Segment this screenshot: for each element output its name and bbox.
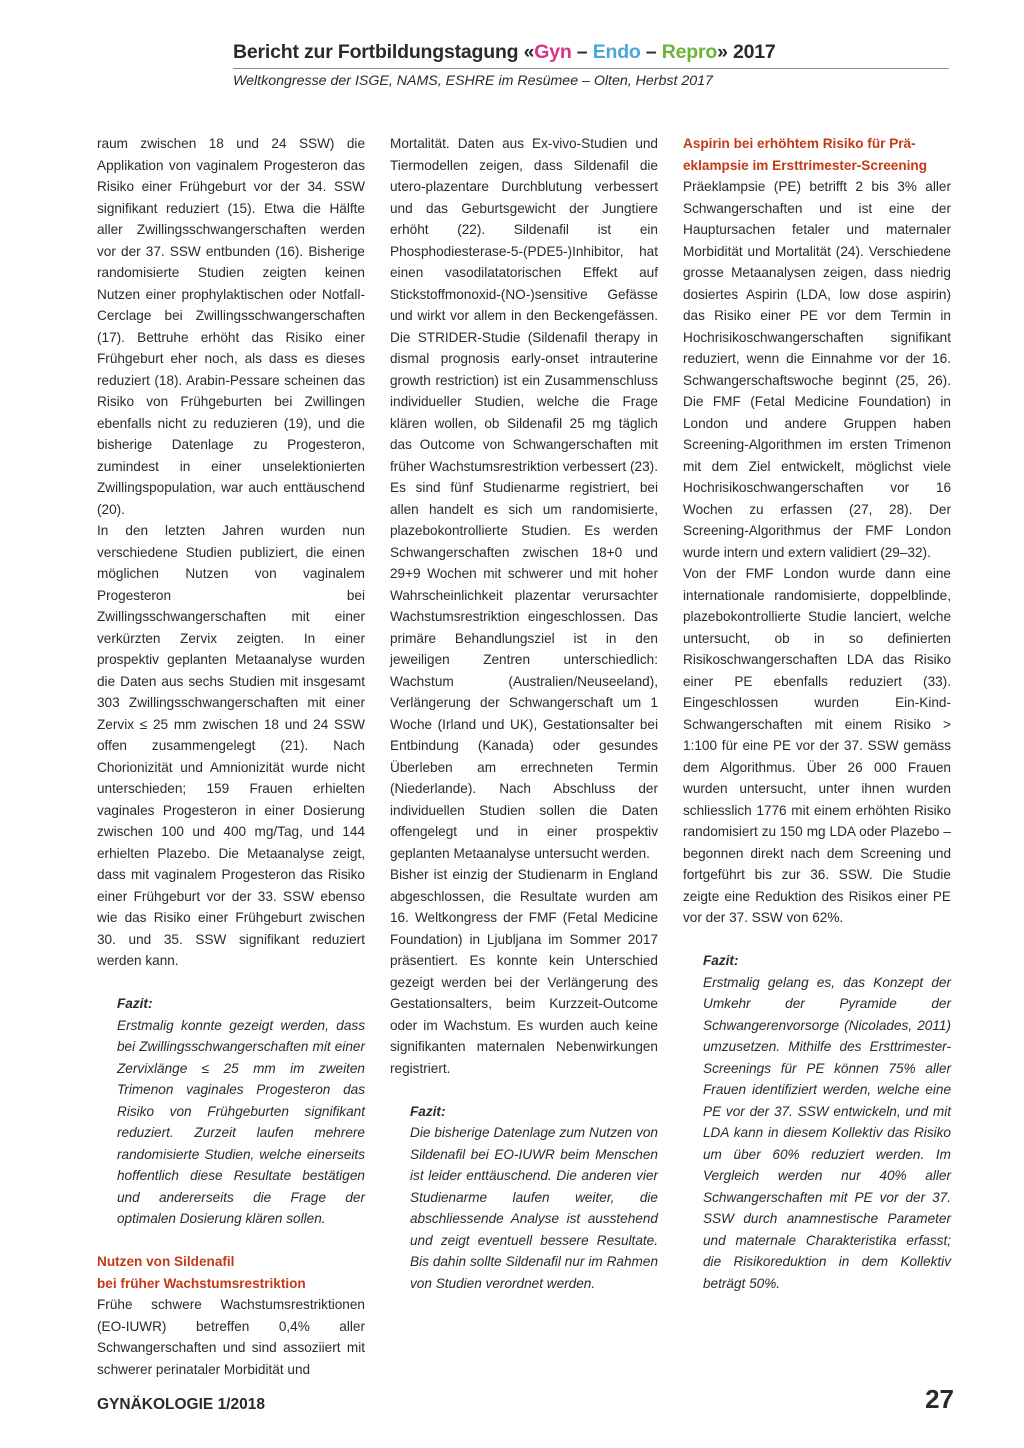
paragraph: Bisher ist einzig der Studienarm in England abgeschlossen, die Resultate wurden am 16. Weltkongress der FMF (Fetal Medicine Foundation) in Ljubljana im Sommer 2017 präsentiert. Es konnte kein Unterschied gezeigt werden bei der Verlängerung des Gestationsalters, beim Kurzzeit-Outcome oder im Wachstum. Es wurden auch keine signifikanten maternalen Nebenwirkungen registriert.	[390, 867, 658, 1076]
fazit-title: Fazit:	[410, 1103, 446, 1119]
fazit-box	[97, 993, 365, 1230]
header-rule	[233, 68, 949, 69]
paragraph: Von der FMF London wurde dann eine internationale randomisierte, doppelblinde, plazebokontrollierte Studie lanciert, welche untersucht, ob in so definierten Risikoschwangerschaften LDA das Risiko einer PE ebenfalls reduziert (33). Eingeschlossen wurden Ein-Kind-Schwangerschaften mit einem Risiko > 1:100 für eine PE vor der 37. SSW gemäss dem Algorithmus. Über 26 000 Frauen wurden untersucht, unter ihnen wurden schliesslich 1776 mit einem erhöhten Risiko randomisiert zu 150 mg LDA oder Plazebo – begonnen direkt nach dem Screening und fortgeführt bis zur 36. SSW. Die Studie zeigte eine Reduktion des Risikos einer PE vor der 37. SSW von 62%.	[683, 566, 951, 925]
running-header-subtitle: Weltkongresse der ISGE, NAMS, ESHRE im Resümee – Olten, Herbst 2017	[233, 73, 713, 89]
fazit-title: Fazit:	[117, 996, 153, 1011]
paragraph: In den letzten Jahren wurden nun verschiedene Studien publiziert, die einen möglichen Nutzen von vaginalem Progesteron bei Zwillingsschwangerschaften mit einer verkürzten Zervix zeigten. In einer prospektiv geplanten Metaanalyse wurden die Daten aus sechs Studien mit insgesamt 303 Zwillingsschwangerschaften mit einer Zervix ≤ 25 mm zwischen 18 und 24 SSW offen zusammengelegt (21). Nach Chorionizität und Amnionizität wurde nicht unterschieden; 159 Frauen erhielten vaginales Progesteron in einer Dosierung zwischen 100 und 400 mg/Tag, und 144 erhielten Plazebo. Die Metaanalyse zeigt, dass mit vaginalem Progesteron das Risiko einer Frühgeburt vor der 33. SSW ebenso wie das Risiko einer Frühgeburt zwischen 30. und 35. SSW signifikant reduziert werden kann.	[97, 523, 365, 968]
paragraph: raum zwischen 18 und 24 SSW) die Applikation von vaginalem Progesteron das Risiko einer Frühgeburt vor der 34. SSW signifikant reduziert (15). Etwa die Hälfte aller Zwillingsschwangerschaften werden vor der 37. SSW entbunden (16). Bisherige randomisierte Studien zeigten keinen Nutzen einer prophylaktischen oder Notfall-Cerclage bei Zwillingsschwangerschaften (17). Bettruhe erhöht das Risiko einer Frühgeburt eher noch, als dass es dieses reduziert (18). Arabin-Pessare scheinen das Risiko von Frühgeburten bei Zwillingen ebenfalls nicht zu reduzieren (19), und die bisherige Datenlage zu Progesteron, zumindest in einer unselektionierten Zwillingspopulation, war auch enttäuschend (20).	[97, 136, 365, 517]
section-heading: Nutzen von Sildenafil bei früher Wachstumsrestriktion	[97, 1254, 306, 1291]
fazit-title: Fazit:	[703, 953, 739, 968]
fazit-text: Die bisherige Datenlage zum Nutzen von Sildenafil bei EO-IUWR beim Menschen ist leider enttäuschend. Die anderen vier Studienarme laufen weiter, die abschliessende Analyse ist ausstehend und zeigt eventuell bessere Resultate. Bis dahin sollte Sildenafil nur im Rahmen von Studien verordnet werden.	[410, 1125, 658, 1291]
text-column-1	[97, 133, 365, 1380]
fazit-text: Erstmalig gelang es, das Konzept der Umkehr der Pyramide der Schwangerenvorsorge (Nicolades, 2011) umzusetzen. Mithilfe des Ersttrimester-Screenings für PE können 75% aller Frauen identifiziert werden, welche eine PE vor der 37. SSW entwickeln, und mit LDA kann in diesem Kollektiv das Risiko um über 60% reduziert werden. Im Vergleich werden nur 40% aller Schwangerschaften mit PE vor der 37. SSW durch anamnestische Parameter und maternale Charakteristika erfasst; die Risikoreduktion in dem Kollektiv beträgt 50%.	[703, 974, 951, 1291]
title-endo: Endo	[592, 41, 641, 63]
paragraph: Frühe schwere Wachstumsrestriktionen (EO-IUWR) betreffen 0,4% aller Schwangerschaften und sind assoziiert mit schwerer perinataler Morbidität und	[97, 1297, 365, 1377]
running-header-title: Bericht zur Fortbildungstagung «Gyn – Endo – Repro» 2017	[233, 41, 776, 63]
page-number: 27	[925, 1384, 954, 1414]
running-header	[233, 40, 949, 89]
title-repro: Repro	[661, 41, 718, 63]
text-column-2	[390, 133, 658, 1294]
fazit-box	[390, 1101, 658, 1295]
title-gyn: Gyn	[534, 41, 572, 63]
text-column-3	[683, 133, 951, 1294]
journal-footer: GYNÄKOLOGIE 1/2018	[97, 1396, 265, 1413]
section-heading: Aspirin bei erhöhtem Risiko für Prä- eklampsie im Ersttrimester-Screening	[683, 136, 928, 173]
paragraph: Präeklampsie (PE) betrifft 2 bis 3% aller Schwangerschaften und ist eine der Hauptursachen fetaler und maternaler Morbidität und Mortalität (24). Verschiedene grosse Metaanalysen zeigen, dass niedrig dosiertes Aspirin (LDA, low dose aspirin) das Risiko einer PE vor dem Termin in Hochrisikoschwangerschaften signifikant reduziert, wenn die Einnahme vor der 16. Schwangerschaftswoche beginnt (25, 26). Die FMF (Fetal Medicine Foundation) in London und andere Gruppen haben Screening-Algorithmen im ersten Trimenon mit dem Ziel entwickelt, möglichst viele Hochrisikoschwangerschaften vor 16 Wochen zu erfassen (27, 28). Der Screening-Algorithmus der FMF London wurde intern und extern validiert (29–32).	[683, 179, 951, 560]
fazit-box	[683, 950, 951, 1294]
fazit-text: Erstmalig konnte gezeigt werden, dass bei Zwillingsschwangerschaften mit einer Zervixlänge ≤ 25 mm im zweiten Trimenon vaginales Progesteron das Risiko von Frühgeburten signifikant reduziert. Zurzeit laufen mehrere randomisierte Studien, welche einerseits hoffentlich diese Resultate bestätigen und andererseits die Frage der optimalen Dosierung klären sollen.	[117, 1017, 365, 1226]
paragraph: Mortalität. Daten aus Ex-vivo-Studien und Tiermodellen zeigen, dass Sildenafil die utero-plazentare Durchblutung verbessert und das Geburtsgewicht der Jungtiere erhöht (22). Sildenafil ist ein Phosphodiesterase-5-(PDE5-)Inhibitor, hat einen vasodilatatorischen Effekt auf Stickstoffmonoxid-(NO-)sensitive Gefässe und wirkt vor allem in den Beckengefässen. Die STRIDER-Studie (Sildenafil therapy in dismal prognosis early-onset intrauterine growth restriction) ist ein Zusammenschluss individueller Studien, welche die Frage klären wollen, ob Sildenafil 25 mg täglich das Outcome von Schwangerschaften mit früher Wachstumsrestriktion verbessert (23). Es sind fünf Studienarme registriert, bei allen handelt es sich um randomisierte, plazebokontrollierte Studien. Es werden Schwangerschaften zwischen 18+0 und 29+9 Wochen mit schwerer und mit hoher Wahrscheinlichkeit plazentar verursachter Wachstumsrestriktion eingeschlossen. Das primäre Behandlungsziel ist in den jeweiligen Zentren unterschiedlich: Wachstum (Australien/Neuseeland), Verlängerung der Schwangerschaft um 1 Woche (Irland und UK), Gestationsalter bei Entbindung (Kanada) oder gesundes Überleben am errechneten Termin (Niederlande). Nach Abschluss der individuellen Studien sollen die Daten offengelegt und in einer prospektiv geplanten Metaanalyse untersucht werden.	[390, 136, 658, 861]
